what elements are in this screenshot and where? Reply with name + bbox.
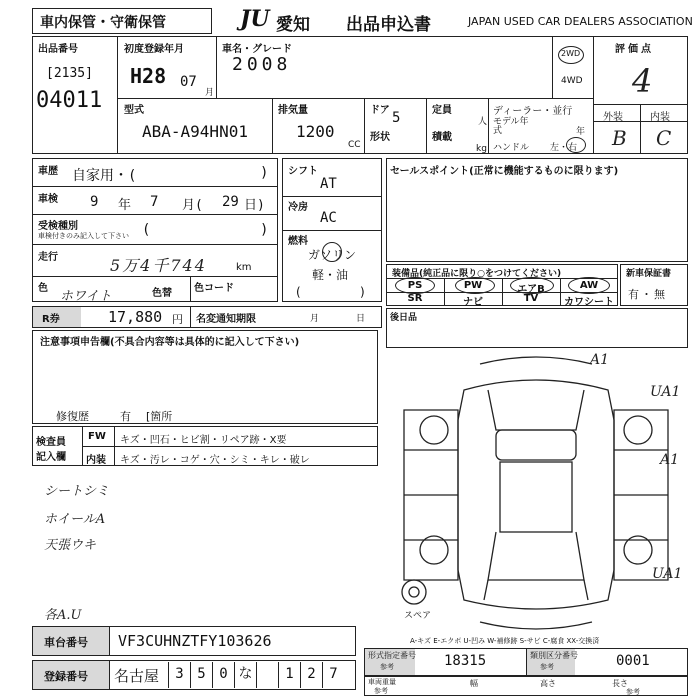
inspection-year-unit: 年 [118, 198, 132, 213]
recycle-value: 17,880 [108, 308, 163, 326]
later-date-section [386, 308, 688, 348]
plate-char-cell: 0 [212, 662, 234, 688]
category-value: 0001 [616, 653, 650, 669]
equip-ps-circle [395, 277, 435, 294]
plate-label: 登録番号 [44, 670, 88, 683]
history-label: 車歴 [38, 166, 58, 177]
color-code-label: 色コード [194, 283, 234, 294]
damage-mark-1: A1 [590, 352, 610, 368]
equipment-item: PW [463, 280, 483, 291]
inspector-fw-label: FW [88, 431, 106, 442]
mileage-value: 5万4千744 [110, 256, 207, 275]
model-year-label: モデル年式 [493, 117, 529, 136]
fuel-label: 燃料 [288, 236, 308, 247]
registration-month-unit: 月 [205, 88, 215, 98]
rating-exterior-value: B [612, 126, 627, 150]
storage-label: 車内保管・守衛保管 [40, 15, 166, 31]
recycle-unit: 円 [172, 313, 183, 326]
shift-label: シフト [288, 166, 318, 177]
plate-char-cell: 3 [168, 662, 190, 688]
designation-value: 18315 [444, 653, 487, 669]
form-title: 出品申込書 [346, 15, 431, 35]
inspection-month: 7 [150, 194, 159, 210]
aircon-value: AC [320, 210, 337, 226]
load-label: 積載 [432, 132, 452, 143]
chassis-value: VF3CUHNZTFY103626 [118, 632, 272, 650]
car-name-value: 2008 [232, 54, 292, 75]
displacement-label: 排気量 [278, 105, 308, 116]
handwritten-note-4: 各A.U [44, 608, 82, 623]
rating-value: 4 [632, 62, 653, 100]
receipt-label: 受検種別 [38, 221, 78, 232]
lot-label: 出品番号 [38, 44, 78, 55]
sales-point-label: セールスポイント(正常に機能するものに限ります) [390, 166, 619, 177]
later-date-label: 後日品 [390, 313, 418, 323]
designation-label: 形式指定番号 [368, 651, 416, 660]
color-label: 色 [38, 283, 48, 294]
doors-label: ドア [370, 105, 390, 116]
inspection-year: 9 [90, 194, 99, 210]
plate-char-cell [256, 662, 278, 688]
handle-options: 左・右 [550, 143, 578, 153]
equipment-item: カワシート [564, 297, 614, 308]
weight-sub: 参考 [374, 687, 388, 695]
category-sub: 参考 [540, 663, 554, 671]
address-change-month: 月 [310, 314, 320, 324]
category-label: 類別区分番号 [530, 651, 578, 660]
fuel-other-close: ) [360, 285, 365, 299]
mileage-label: 走行 [38, 252, 58, 263]
model-year-unit: 年 [576, 127, 586, 137]
equipment-item: ナビ [463, 297, 483, 308]
plate-char-cell: な [234, 662, 256, 688]
inspection-day-unit: 日) [244, 198, 265, 213]
inspector-label-2: 記入欄 [36, 452, 66, 463]
equipment-item: SR [407, 293, 423, 304]
designation-sub: 参考 [380, 663, 394, 671]
shape-label: 形状 [370, 132, 390, 143]
registration-label: 初度登録年月 [124, 44, 184, 55]
repair-label: 修復歴 [56, 410, 89, 423]
equip-aw-circle [568, 277, 610, 294]
shift-value: AT [320, 176, 337, 192]
address-change-label: 名変通知期限 [196, 314, 256, 325]
equipment-item: AW [579, 280, 599, 291]
handwritten-note-3: 天張ウキ [44, 538, 97, 553]
history-close: ) [260, 165, 269, 181]
handle-circle [566, 137, 586, 153]
capacity-label: 定員 [432, 105, 452, 116]
equipment-label: 装備品(純正品に限り○をつけてください) [392, 269, 562, 279]
plate-region: 名古屋 [114, 667, 160, 685]
equipment-item: エアB [517, 284, 545, 295]
receipt-note: 車検付きのみ記入して下さい [38, 232, 129, 240]
plate-char-cell: 7 [322, 662, 344, 688]
plate-char-cell: 2 [300, 662, 322, 688]
lot-sub-number: [2135] [46, 66, 93, 81]
warranty-options: 有・無 [628, 288, 667, 301]
displacement-unit: CC [348, 140, 361, 150]
doors-value: 5 [392, 110, 401, 126]
damage-mark-2: UA1 [650, 384, 681, 400]
history-value: 自家用・( [72, 168, 137, 184]
plate-char-cell: 1 [278, 662, 300, 688]
color-value: ホワイト [60, 289, 112, 304]
ju-logo-mark: JU [240, 6, 270, 32]
warranty-label: 新車保証書 [626, 269, 672, 279]
address-change-day: 日 [356, 314, 366, 324]
model-value: ABA-A94HN01 [142, 122, 248, 141]
fuel-gasoline-circle [322, 242, 342, 262]
inspection-label: 車検 [38, 194, 58, 205]
inspection-month-unit: 月( [182, 198, 203, 213]
equip-airbag-circle [510, 277, 554, 294]
inspector-fw-items: キズ・凹石・ヒビ割・リペア跡・X要 [120, 435, 287, 446]
damage-mark-3: A1 [660, 452, 680, 468]
inspection-day: 29 [222, 194, 239, 210]
dimensions-sub: 参考 [626, 688, 640, 696]
load-unit: kg [476, 144, 487, 154]
weight-label: 車両重量 [368, 678, 396, 686]
rating-interior-label: 内装 [650, 112, 670, 123]
handwritten-note-2: ホイールA [44, 512, 106, 527]
chassis-label: 車台番号 [44, 636, 88, 649]
displacement-value: 1200 [296, 122, 335, 141]
aircon-label: 冷房 [288, 202, 308, 213]
association-name: JAPAN USED CAR DEALERS ASSOCIATION [468, 15, 693, 28]
handle-label: ハンドル [493, 143, 530, 153]
equipment-item: PS [407, 280, 423, 291]
model-label: 型式 [124, 105, 144, 116]
fuel-diesel: 軽・油 [312, 268, 349, 282]
car-name-label: 車名・グレード [222, 44, 292, 55]
drive-2wd: 2WD [561, 49, 581, 58]
org-name: 愛知 [276, 15, 310, 35]
handwritten-note-1: シートシミ [44, 484, 110, 499]
length-label: 長さ [612, 679, 628, 688]
drive-4wd: 4WD [561, 76, 583, 86]
registration-month: 07 [180, 74, 197, 90]
receipt-open: ( [142, 222, 151, 238]
dealer-label: ディーラー・並行 [493, 106, 573, 117]
capacity-unit: 人 [478, 117, 488, 127]
rating-label: 評価点 [615, 44, 654, 55]
repair-place: [箇所 [146, 410, 173, 423]
height-label: 高さ [540, 679, 556, 688]
width-label: 幅 [470, 679, 478, 688]
inspector-label-1: 検査員 [36, 437, 66, 448]
spare-label: スペア [404, 611, 432, 621]
registration-era-year: H28 [130, 64, 167, 88]
ju-logo [240, 6, 270, 32]
damage-legend: A-キズ E-エクボ U-凹み W-補修跡 S-サビ C-腐食 XX-交換済 [410, 637, 600, 645]
damage-mark-4: UA1 [652, 566, 683, 582]
recycle-label: R券 [42, 314, 60, 325]
inspector-interior-items: キズ・汚レ・コゲ・穴・シミ・キレ・破レ [120, 455, 310, 466]
car-damage-diagram [384, 350, 688, 640]
plate-char-cell: 5 [190, 662, 212, 688]
receipt-close: ) [260, 222, 269, 238]
equipment-item: TV [523, 293, 539, 304]
rating-interior-value: C [656, 126, 672, 150]
rating-exterior-label: 外装 [603, 112, 623, 123]
repair-value: 有 [120, 410, 131, 423]
equip-pw-circle [455, 277, 495, 294]
fuel-other-open: ( [296, 285, 301, 299]
mileage-unit: km [236, 262, 252, 273]
lot-number: 04011 [36, 88, 103, 113]
notes-label: 注意事項申告欄(不具合内容等は具体的に記入して下さい) [40, 337, 300, 348]
inspector-interior-label: 内装 [86, 455, 106, 466]
fuel-gasoline: ガソリン [308, 248, 357, 262]
color-change-label: 色替 [152, 288, 172, 299]
